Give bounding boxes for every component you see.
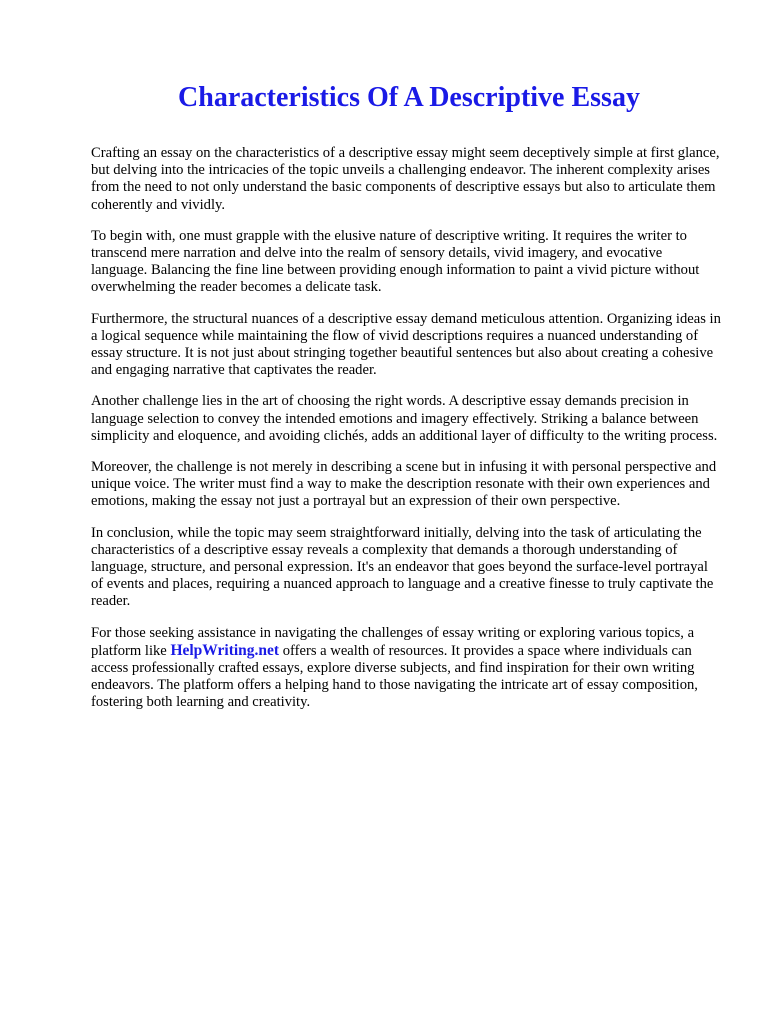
essay-body [91, 145, 721, 726]
paragraph-descriptive-nature: To begin with, one must grapple with the elusive nature of descriptive writing. It requires the writer to transcend mere narration and delve into the realm of sensory details, vivid imagery, and evocative language. Balancing the fine line between providing enough information to paint a vivid picture without overwhelming the reader becomes a delicate task. [91, 227, 700, 296]
paragraph-conclusion: In conclusion, while the topic may seem straightforward initially, delving into the task of articulating the characteristics of a descriptive essay reveals a complexity that demands a thorough understanding of language, structure, and personal expression. It's an endeavor that goes beyond the surface-level portrayal of events and places, requiring a nuanced approach to language and a creative finesse to truly captivate the reader. [91, 524, 714, 610]
paragraph-perspective: Moreover, the challenge is not merely in describing a scene but in infusing it with personal perspective and unique voice. The writer must find a way to make the description resonate with their own experiences and emotions, making the essay not just a portrayal but an expression of their own perspective. [91, 459, 717, 510]
page-title: Characteristics Of A Descriptive Essay [178, 82, 640, 113]
helpwriting-link[interactable]: HelpWriting.net [170, 641, 280, 659]
paragraph-word-choice: Another challenge lies in the art of choosing the right words. A descriptive essay demands precision in language selection to convey the intended emotions and imagery effectively. Striking a balance between simplicity and eloquence, and avoiding clichés, adds an additional layer of difficulty to the writing process. [91, 393, 718, 444]
assistance-text-before-link: For those seeking assistance in navigating the challenges of essay writing or exploring various topics, a platform like [91, 624, 695, 659]
assistance-text-after-link: offers a wealth of resources. It provides a space where individuals can access professionally crafted essays, explore diverse subjects, and find inspiration for their own writing endeavors. The platform offers a helping hand to those navigating the intricate art of essay composition, fostering both learning and creativity. [91, 642, 698, 711]
paragraph-assistance [91, 625, 721, 712]
paragraph-structure: Furthermore, the structural nuances of a descriptive essay demand meticulous attention. Organizing ideas in a logical sequence while maintaining the flow of vivid descriptions requires a nuanced understanding of essay structure. It is not just about stringing together beautiful sentences but also about creating a cohesive and engaging narrative that captivates the reader. [91, 310, 721, 379]
paragraph-intro: Crafting an essay on the characteristics of a descriptive essay might seem deceptively simple at first glance, but delving into the intricacies of the topic unveils a challenging endeavor. The inherent complexity arises from the need to not only understand the basic components of descriptive essays but also to articulate them coherently and vividly. [91, 145, 720, 213]
